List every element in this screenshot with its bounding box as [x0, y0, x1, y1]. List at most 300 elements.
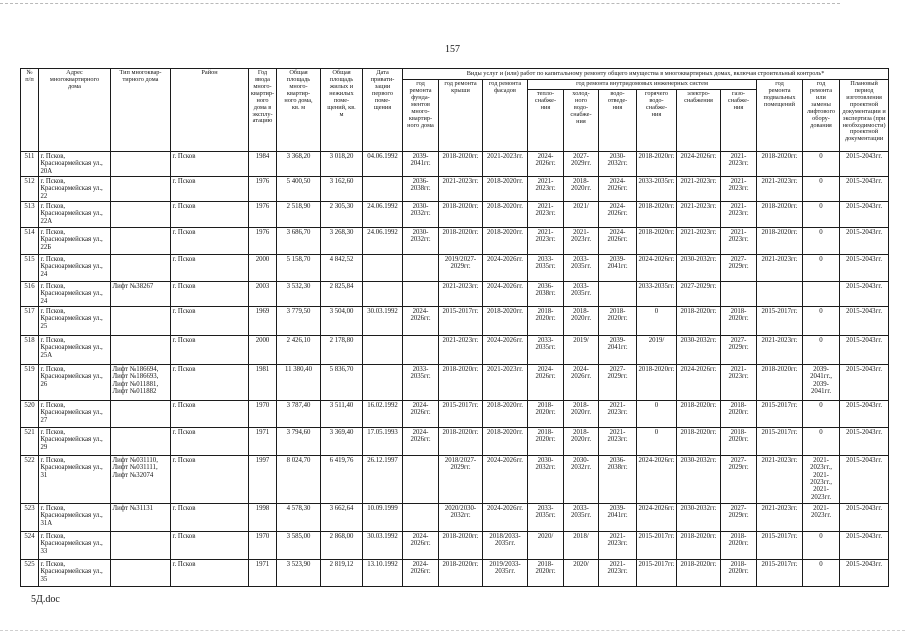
cell-heating: 2020/ [528, 531, 564, 559]
cell-year: 2003 [249, 281, 277, 306]
cell-district: г. Псков [171, 531, 249, 559]
cell-roof: 2018/2027-2029гг. [439, 455, 483, 503]
cell-privatization-date [363, 335, 403, 364]
cell-facade: 2018-2020гг. [483, 201, 528, 227]
cell-n: 515 [21, 254, 39, 281]
cell-privatization-date: 26.12.1997 [363, 455, 403, 503]
cell-heating: 2036-2038гг. [528, 281, 564, 306]
cell-electricity: 2021-2023гг. [677, 227, 721, 254]
header-foundation: год ремонта фунда- ментов много- квартир- ного дома [403, 80, 439, 152]
cell-elevator: 0 [803, 531, 840, 559]
cell-hot-water: 2015-2017гг. [637, 559, 677, 586]
cell-total-area: 5 400,50 [277, 176, 321, 201]
cell-electricity: 2030-2032гг. [677, 335, 721, 364]
cell-basement: 2015-2017гг. [757, 306, 803, 335]
cell-cold-water: 2018-2020гг. [564, 176, 599, 201]
cell-hot-water: 2024-2026гг. [637, 503, 677, 531]
cell-n: 513 [21, 201, 39, 227]
cell-privatization-date: 30.03.1992 [363, 531, 403, 559]
cell-elevator: 0 [803, 559, 840, 586]
header-district: Район [171, 69, 249, 152]
cell-district: г. Псков [171, 335, 249, 364]
cell-heating: 2033-2035гг. [528, 335, 564, 364]
cell-cold-water: 2019/ [564, 335, 599, 364]
cell-design-period: 2015-2043гг. [840, 559, 889, 586]
table-row [21, 400, 889, 427]
header-sewerage: водо- отведе- ния [599, 89, 637, 151]
cell-elevator: 2021-2023гг., 2021-2023гг., 2021-2023гг. [803, 455, 840, 503]
cell-year: 2000 [249, 335, 277, 364]
cell-hot-water: 2024-2026гг. [637, 455, 677, 503]
cell-gas: 2027-2029гг. [721, 503, 757, 531]
table-row [21, 151, 889, 176]
cell-elevator: 0 [803, 176, 840, 201]
cell-cold-water: 2018-2020гг. [564, 306, 599, 335]
cell-total-area: 3 787,40 [277, 400, 321, 427]
cell-cold-water: 2030-2032гг. [564, 455, 599, 503]
cell-cold-water: 2027-2029гг. [564, 151, 599, 176]
cell-premises-area: 2 819,12 [321, 559, 363, 586]
cell-premises-area: 6 419,76 [321, 455, 363, 503]
cell-cold-water: 2020/ [564, 559, 599, 586]
cell-facade: 2019/2033-2035гг. [483, 559, 528, 586]
cell-basement: 2018-2020гг. [757, 201, 803, 227]
cell-district: г. Псков [171, 201, 249, 227]
capital-repair-table [20, 68, 889, 587]
cell-n: 523 [21, 503, 39, 531]
cell-design-period: 2015-2043гг. [840, 151, 889, 176]
header-engineering-group: год ремонта внутридомовых инженерных систем [528, 80, 757, 90]
cell-sewerage: 2021-2023гг. [599, 559, 637, 586]
cell-foundation [403, 455, 439, 503]
cell-privatization-date: 13.10.1992 [363, 559, 403, 586]
cell-electricity: 2030-2032гг. [677, 254, 721, 281]
cell-design-period: 2015-2043гг. [840, 364, 889, 400]
cell-basement: 2021-2023гг. [757, 176, 803, 201]
cell-elevator: 2021-2023гг. [803, 503, 840, 531]
cell-hot-water: 2033-2035гг. [637, 281, 677, 306]
cell-heating: 2021-2023гг. [528, 176, 564, 201]
cell-total-area: 4 578,30 [277, 503, 321, 531]
cell-year: 1971 [249, 427, 277, 455]
cell-facade: 2024-2026гг. [483, 503, 528, 531]
header-hot-water: горячего водо- снабже- ния [637, 89, 677, 151]
cell-sewerage: 2018-2020гг. [599, 306, 637, 335]
cell-premises-area: 2 178,80 [321, 335, 363, 364]
cell-design-period: 2015-2043гг. [840, 427, 889, 455]
cell-privatization-date: 10.09.1999 [363, 503, 403, 531]
cell-heating: 2030-2032гг. [528, 455, 564, 503]
cell-total-area: 8 024,70 [277, 455, 321, 503]
cell-total-area: 3 585,00 [277, 531, 321, 559]
cell-foundation: 2030-2032гг. [403, 227, 439, 254]
cell-hot-water: 0 [637, 427, 677, 455]
cell-gas: 2018-2020гг. [721, 427, 757, 455]
cell-basement: 2021-2023гг. [757, 455, 803, 503]
cell-foundation [403, 335, 439, 364]
cell-privatization-date: 16.02.1992 [363, 400, 403, 427]
cell-sewerage: 2030-2032гг. [599, 151, 637, 176]
cell-n: 519 [21, 364, 39, 400]
cell-roof: 2021-2023гг. [439, 281, 483, 306]
cell-total-area: 3 779,50 [277, 306, 321, 335]
cell-privatization-date: 24.06.1992 [363, 201, 403, 227]
cell-facade: 2018-2020гг. [483, 227, 528, 254]
cell-elevator: 0 [803, 201, 840, 227]
cell-roof: 2019/2027-2029гг. [439, 254, 483, 281]
cell-roof: 2020/2030-2032гг. [439, 503, 483, 531]
table-row [21, 227, 889, 254]
cell-address: г. Псков, Красноармейская ул., 26 [39, 364, 111, 400]
cell-type: Лифт №31131 [111, 503, 171, 531]
cell-n: 517 [21, 306, 39, 335]
cell-premises-area: 5 836,70 [321, 364, 363, 400]
cell-cold-water: 2018-2020гг. [564, 400, 599, 427]
cell-roof: 2018-2020гг. [439, 151, 483, 176]
cell-district: г. Псков [171, 227, 249, 254]
cell-total-area: 2 518,90 [277, 201, 321, 227]
cell-gas: 2018-2020гг. [721, 531, 757, 559]
cell-heating: 2018-2020гг. [528, 559, 564, 586]
cell-facade: 2021-2023гг. [483, 151, 528, 176]
cell-n: 520 [21, 400, 39, 427]
table-row [21, 254, 889, 281]
cell-sewerage: 2021-2023гг. [599, 531, 637, 559]
header-facade: год ремонта фасадов [483, 80, 528, 152]
cell-district: г. Псков [171, 176, 249, 201]
cell-address: г. Псков, Красноармейская ул., 22 [39, 176, 111, 201]
cell-hot-water: 2018-2020гг. [637, 151, 677, 176]
cell-facade: 2018/2033-2035гг. [483, 531, 528, 559]
table-row [21, 455, 889, 503]
cell-type [111, 201, 171, 227]
cell-address: г. Псков, Красноармейская ул., 24 [39, 254, 111, 281]
table-row [21, 559, 889, 586]
cell-design-period: 2015-2043гг. [840, 400, 889, 427]
cell-design-period: 2015-2043гг. [840, 306, 889, 335]
cell-premises-area: 3 504,00 [321, 306, 363, 335]
cell-address: г. Псков, Красноармейская ул., 25А [39, 335, 111, 364]
cell-n: 514 [21, 227, 39, 254]
cell-sewerage: 2036-2038гг. [599, 455, 637, 503]
cell-foundation [403, 281, 439, 306]
header-year: Год ввода много- квартир- ного дома в эксплу- атацию [249, 69, 277, 152]
cell-roof: 2021-2023гг. [439, 335, 483, 364]
cell-cold-water: 2033-2035гг. [564, 281, 599, 306]
cell-type [111, 400, 171, 427]
table-row [21, 503, 889, 531]
header-cold-water: холод- ного водо- снабже- ния [564, 89, 599, 151]
cell-sewerage: 2039-2041гг. [599, 503, 637, 531]
cell-year: 1981 [249, 364, 277, 400]
cell-year: 1970 [249, 531, 277, 559]
cell-gas: 2021-2023гг. [721, 227, 757, 254]
cell-cold-water: 2033-2035гг. [564, 254, 599, 281]
cell-roof: 2018-2020гг. [439, 227, 483, 254]
cell-premises-area: 3 662,64 [321, 503, 363, 531]
cell-year: 1997 [249, 455, 277, 503]
cell-basement: 2018-2020гг. [757, 227, 803, 254]
cell-roof: 2018-2020гг. [439, 364, 483, 400]
cell-address: г. Псков, Красноармейская ул., 20А [39, 151, 111, 176]
cell-foundation: 2024-2026гг. [403, 559, 439, 586]
cell-gas: 2018-2020гг. [721, 400, 757, 427]
cell-privatization-date [363, 281, 403, 306]
cell-facade: 2018-2020гг. [483, 306, 528, 335]
cell-premises-area: 3 018,20 [321, 151, 363, 176]
cell-sewerage: 2039-2041гг. [599, 254, 637, 281]
cell-sewerage [599, 281, 637, 306]
cell-facade: 2018-2020гг. [483, 400, 528, 427]
page-number: 157 [445, 44, 460, 55]
header-address: Адрес многоквартирного дома [39, 69, 111, 152]
header-heating: тепло- снабже- ния [528, 89, 564, 151]
cell-n: 516 [21, 281, 39, 306]
cell-gas [721, 281, 757, 306]
cell-year: 1969 [249, 306, 277, 335]
header-electricity: электро- снабжения [677, 89, 721, 151]
cell-hot-water: 2018-2020гг. [637, 364, 677, 400]
cell-hot-water: 0 [637, 306, 677, 335]
cell-total-area: 2 426,10 [277, 335, 321, 364]
cell-type: Лифт №186694, Лифт №186693, Лифт №011881, Лифт №011882 [111, 364, 171, 400]
cell-type [111, 227, 171, 254]
cell-electricity: 2018-2020гг. [677, 559, 721, 586]
cell-n: 518 [21, 335, 39, 364]
header-type: Тип многоквар- тирного дома [111, 69, 171, 152]
table-row [21, 335, 889, 364]
cell-gas: 2018-2020гг. [721, 559, 757, 586]
cell-heating: 2021-2023гг. [528, 201, 564, 227]
table-body [21, 151, 889, 586]
cell-total-area: 3 532,30 [277, 281, 321, 306]
cell-year: 1984 [249, 151, 277, 176]
cell-design-period: 2015-2043гг. [840, 201, 889, 227]
cell-facade: 2024-2026гг. [483, 281, 528, 306]
cell-cold-water: 2021-2023гг. [564, 227, 599, 254]
cell-roof: 2018-2020гг. [439, 427, 483, 455]
cell-roof: 2018-2020гг. [439, 201, 483, 227]
header-basement: год ремонта подвальных помещений [757, 80, 803, 152]
cell-electricity: 2030-2032гг. [677, 503, 721, 531]
cell-year: 1976 [249, 227, 277, 254]
cell-roof: 2018-2020гг. [439, 531, 483, 559]
cell-year: 1976 [249, 176, 277, 201]
cell-roof: 2015-2017гг. [439, 306, 483, 335]
header-gas: газо- снабже- ния [721, 89, 757, 151]
cell-n: 512 [21, 176, 39, 201]
cell-privatization-date [363, 364, 403, 400]
cell-premises-area: 3 511,40 [321, 400, 363, 427]
cell-hot-water: 2024-2026гг. [637, 254, 677, 281]
cell-cold-water: 2021/ [564, 201, 599, 227]
cell-foundation: 2033-2035гг. [403, 364, 439, 400]
cell-foundation: 2024-2026гг. [403, 306, 439, 335]
cell-elevator: 0 [803, 400, 840, 427]
cell-foundation: 2024-2026гг. [403, 531, 439, 559]
cell-foundation: 2036-2038гг. [403, 176, 439, 201]
cell-elevator: 2039-2041гг., 2039-2041гг. [803, 364, 840, 400]
cell-design-period: 2015-2043гг. [840, 254, 889, 281]
cell-address: г. Псков, Красноармейская ул., 33 [39, 531, 111, 559]
cell-design-period: 2015-2043гг. [840, 281, 889, 306]
cell-elevator: 0 [803, 151, 840, 176]
cell-type [111, 176, 171, 201]
cell-elevator: 0 [803, 227, 840, 254]
cell-district: г. Псков [171, 503, 249, 531]
header-num: № п/п [21, 69, 39, 152]
cell-design-period: 2015-2043гг. [840, 335, 889, 364]
cell-basement: 2021-2023гг. [757, 254, 803, 281]
cell-hot-water: 2018-2020гг. [637, 227, 677, 254]
cell-design-period: 2015-2043гг. [840, 455, 889, 503]
cell-privatization-date: 24.06.1992 [363, 227, 403, 254]
cell-n: 524 [21, 531, 39, 559]
cell-district: г. Псков [171, 400, 249, 427]
cell-district: г. Псков [171, 364, 249, 400]
cell-foundation: 2030-2032гг. [403, 201, 439, 227]
cell-district: г. Псков [171, 254, 249, 281]
cell-foundation [403, 503, 439, 531]
table-row [21, 281, 889, 306]
cell-facade: 2018-2020гг. [483, 176, 528, 201]
cell-electricity: 2018-2020гг. [677, 427, 721, 455]
cell-heating: 2024-2026гг. [528, 151, 564, 176]
cell-type [111, 306, 171, 335]
cell-roof: 2021-2023гг. [439, 176, 483, 201]
cell-heating: 2024-2026гг. [528, 364, 564, 400]
cell-premises-area: 2 825,84 [321, 281, 363, 306]
cell-premises-area: 3 369,40 [321, 427, 363, 455]
cell-facade: 2024-2026гг. [483, 335, 528, 364]
cell-heating: 2018-2020гг. [528, 306, 564, 335]
cell-design-period: 2015-2043гг. [840, 503, 889, 531]
cell-district: г. Псков [171, 306, 249, 335]
cell-gas: 2027-2029гг. [721, 455, 757, 503]
cell-address: г. Псков, Красноармейская ул., 27 [39, 400, 111, 427]
cell-gas: 2027-2029гг. [721, 335, 757, 364]
cell-gas: 2021-2023гг. [721, 364, 757, 400]
cell-district: г. Псков [171, 151, 249, 176]
cell-gas: 2021-2023гг. [721, 201, 757, 227]
cell-premises-area: 3 268,30 [321, 227, 363, 254]
cell-electricity: 2024-2026гг. [677, 151, 721, 176]
cell-foundation: 2039-2041гг. [403, 151, 439, 176]
header-row [21, 69, 889, 80]
cell-type [111, 531, 171, 559]
cell-gas: 2021-2023гг. [721, 176, 757, 201]
cell-address: г. Псков, Красноармейская ул., 24 [39, 281, 111, 306]
table-row [21, 427, 889, 455]
cell-privatization-date: 17.05.1993 [363, 427, 403, 455]
cell-basement: 2015-2017гг. [757, 559, 803, 586]
cell-total-area: 5 158,70 [277, 254, 321, 281]
cell-address: г. Псков, Красноармейская ул., 29 [39, 427, 111, 455]
cell-year: 2000 [249, 254, 277, 281]
cell-total-area: 11 380,40 [277, 364, 321, 400]
cell-type: Лифт №38267 [111, 281, 171, 306]
cell-type [111, 335, 171, 364]
cell-address: г. Псков, Красноармейская ул., 35 [39, 559, 111, 586]
scan-edge-bottom-line [0, 630, 905, 631]
cell-facade: 2021-2023гг. [483, 364, 528, 400]
cell-electricity: 2027-2029гг. [677, 281, 721, 306]
cell-electricity: 2018-2020гг. [677, 400, 721, 427]
cell-premises-area: 4 842,52 [321, 254, 363, 281]
header-elevator: год ремонта или замены лифтового обору- дования [803, 80, 840, 152]
cell-cold-water: 2024-2026гг. [564, 364, 599, 400]
cell-total-area: 3 523,90 [277, 559, 321, 586]
table-row [21, 364, 889, 400]
cell-basement: 2015-2017гг. [757, 427, 803, 455]
cell-year: 1976 [249, 201, 277, 227]
cell-basement: 2015-2017гг. [757, 400, 803, 427]
header-roof: год ремонта крыши [439, 80, 483, 152]
cell-basement [757, 281, 803, 306]
footer-file-name: 5Д.doc [31, 594, 60, 605]
cell-address: г. Псков, Красноармейская ул., 31А [39, 503, 111, 531]
cell-hot-water: 2033-2035гг. [637, 176, 677, 201]
cell-facade: 2024-2026гг. [483, 455, 528, 503]
cell-hot-water: 2018-2020гг. [637, 201, 677, 227]
cell-district: г. Псков [171, 455, 249, 503]
table-row [21, 176, 889, 201]
cell-hot-water: 2015-2017гг. [637, 531, 677, 559]
cell-address: г. Псков, Красноармейская ул., 22Б [39, 227, 111, 254]
cell-cold-water: 2018/ [564, 531, 599, 559]
cell-sewerage: 2027-2029гг. [599, 364, 637, 400]
header-premises-area: Общая площадь жилых и нежилых поме- щений, кв. м [321, 69, 363, 152]
header-total-area: Общая площадь много- квартир- ного дома, кв. м [277, 69, 321, 152]
cell-heating: 2033-2035гг. [528, 254, 564, 281]
table-row [21, 201, 889, 227]
cell-gas: 2021-2023гг. [721, 151, 757, 176]
cell-basement: 2015-2017гг. [757, 531, 803, 559]
cell-foundation: 2024-2026гг. [403, 400, 439, 427]
cell-privatization-date: 30.03.1992 [363, 306, 403, 335]
scan-edge-top-line [0, 3, 840, 4]
cell-basement: 2021-2023гг. [757, 503, 803, 531]
cell-gas: 2027-2029гг. [721, 254, 757, 281]
cell-sewerage: 2039-2041гг. [599, 335, 637, 364]
cell-elevator [803, 281, 840, 306]
cell-elevator: 0 [803, 306, 840, 335]
cell-n: 521 [21, 427, 39, 455]
cell-year: 1998 [249, 503, 277, 531]
cell-electricity: 2018-2020гг. [677, 531, 721, 559]
cell-sewerage: 2021-2023гг. [599, 427, 637, 455]
cell-design-period: 2015-2043гг. [840, 227, 889, 254]
cell-electricity: 2024-2026гг. [677, 364, 721, 400]
cell-type [111, 559, 171, 586]
cell-sewerage: 2024-2026гг. [599, 176, 637, 201]
cell-address: г. Псков, Красноармейская ул., 22А [39, 201, 111, 227]
header-design-period: Плановый период изготовления проектной документации и экспертиза (при необходимости) проектной документации [840, 80, 889, 152]
cell-sewerage: 2021-2023гг. [599, 400, 637, 427]
cell-gas: 2018-2020гг. [721, 306, 757, 335]
cell-elevator: 0 [803, 254, 840, 281]
cell-n: 511 [21, 151, 39, 176]
cell-year: 1971 [249, 559, 277, 586]
cell-type [111, 254, 171, 281]
cell-heating: 2021-2023гг. [528, 227, 564, 254]
cell-privatization-date [363, 254, 403, 281]
cell-electricity: 2018-2020гг. [677, 306, 721, 335]
cell-n: 522 [21, 455, 39, 503]
cell-electricity: 2021-2023гг. [677, 176, 721, 201]
cell-address: г. Псков, Красноармейская ул., 25 [39, 306, 111, 335]
cell-type: Лифт №031110, Лифт №031111, Лифт №32074 [111, 455, 171, 503]
